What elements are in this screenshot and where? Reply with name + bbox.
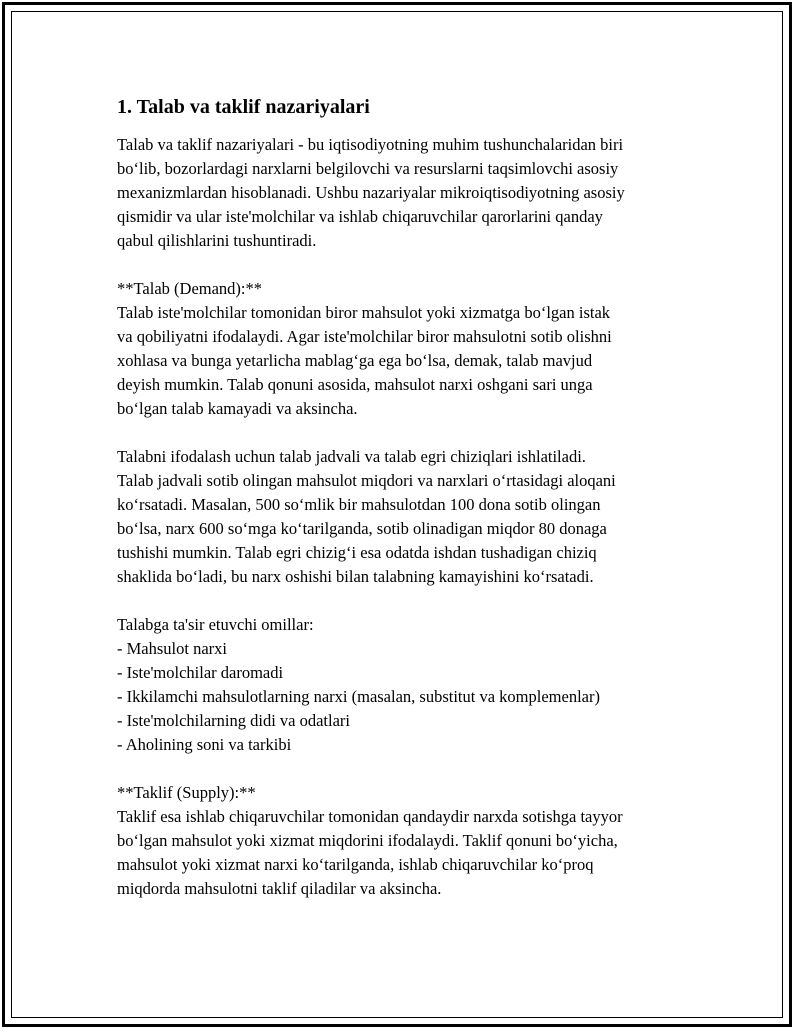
intro-paragraph: Talab va taklif nazariyalari - bu iqtisodiyotning muhim tushunchalaridan biri bo‘lib, bozorlardagi narxlarni belgilovchi va resurslarni taqsimlovchi asosiy mexanizmlardan hisoblanadi. Ushbu nazariyalar mikroiqtisodiyotning asosiy qismidir va ular iste'molchilar va ishlab chiqaruvchilar qarorlarini qanday qabul qilishlarini tushuntiradi. [117,135,625,250]
factors-list [117,637,692,757]
paragraph-gap [117,589,692,613]
list-item: - Ikkilamchi mahsulotlarning narxi (masalan, substitut va komplemenlar) [117,687,600,706]
demand-paragraph: Talab iste'molchilar tomonidan biror mahsulot yoki xizmatga bo‘lgan istak va qobiliyatni ifodalaydi. Agar iste'molchilar biror mahsulotni sotib olishni xohlasa va bunga yetarlicha mablag‘ga ega bo‘lsa, demak, talab mavjud deyish mumkin. Talab qonuni asosida, mahsulot narxi oshgani sari unga bo‘lgan talab kamayadi va aksincha. [117,303,612,418]
supply-title: **Taklif (Supply):** [117,783,256,802]
paragraph-gap [117,421,692,445]
list-item: - Aholining soni va tarkibi [117,735,292,754]
factors-title: Talabga ta'sir etuvchi omillar: [117,615,314,634]
list-item: - Mahsulot narxi [117,639,227,658]
section-heading: 1. Talab va taklif nazariyalari [117,96,370,118]
list-item: - Iste'molchilarning didi va odatlari [117,711,350,730]
paragraph-gap [117,757,692,781]
demand-schedule-paragraph: Talabni ifodalash uchun talab jadvali va talab egri chiziqlari ishlatiladi. Talab jadvali sotib olingan mahsulot miqdori va narxlari o‘rtasidagi aloqani ko‘rsatadi. Masalan, 500 so‘mlik bir mahsulotdan 100 dona sotib olingan bo‘lsa, narx 600 so‘mga ko‘tarilganda, sotib olinadigan miqdor 80 donaga tushishi mumkin. Talab egri chizig‘i esa odatda ishdan tushadigan chiziq shaklida bo‘ladi, bu narx oshishi bilan talabning kamayishini ko‘rsatadi. [117,447,616,586]
list-item: - Iste'molchilar daromadi [117,663,284,682]
supply-paragraph: Taklif esa ishlab chiqaruvchilar tomonidan qandaydir narxda sotishga tayyor bo‘lgan mahsulot yoki xizmat miqdorini ifodalaydi. Taklif qonuni bo‘yicha, mahsulot yoki xizmat narxi ko‘tarilganda, ishlab chiqaruvchilar ko‘proq miqdorda mahsulotni taklif qiladilar va aksincha. [117,807,623,898]
document-body [117,95,692,901]
demand-title: **Talab (Demand):** [117,279,263,298]
paragraph-gap [117,253,692,277]
